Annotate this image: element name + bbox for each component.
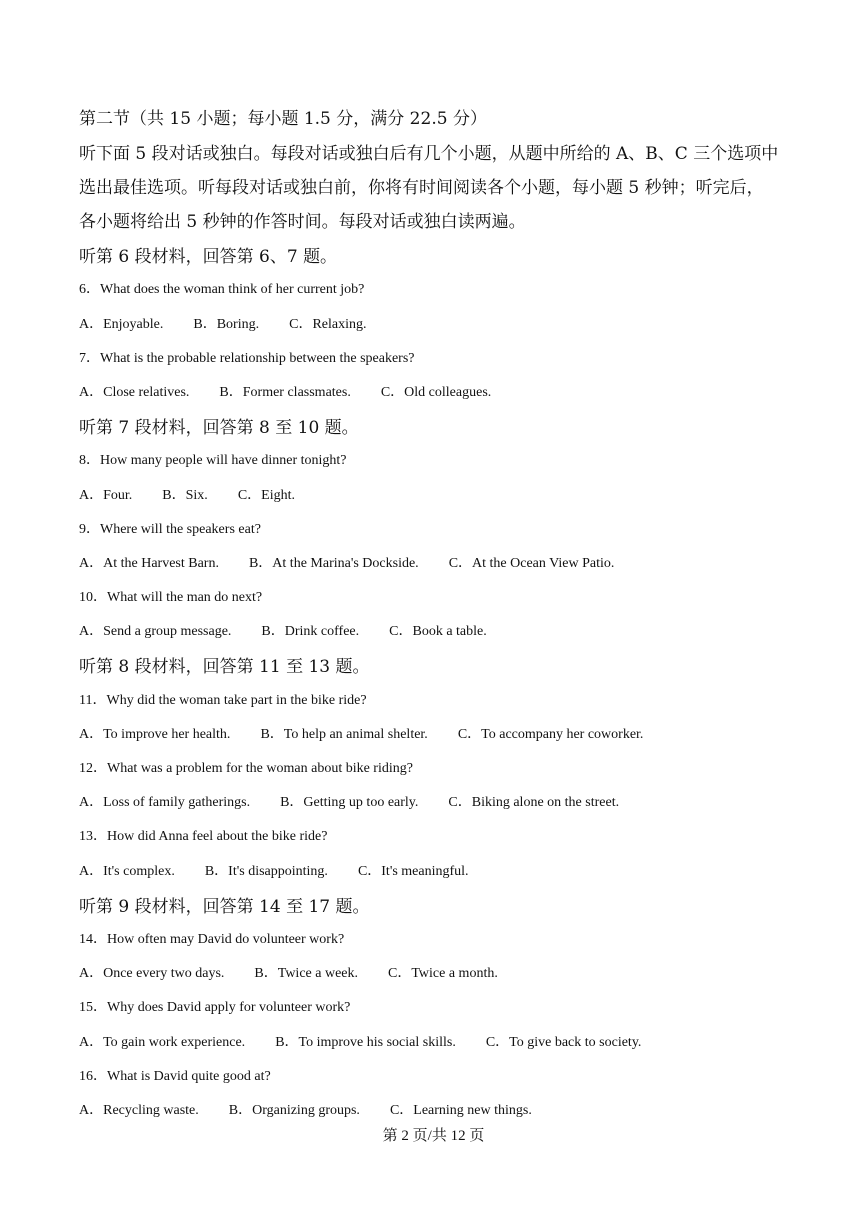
options-row (79, 313, 397, 333)
options-row (79, 860, 499, 880)
options-row (79, 484, 325, 504)
option-c: C．It's meaningful. (357, 864, 469, 879)
block-header: 听第 7 段材料，回答第 8 至 10 题。 (79, 418, 359, 438)
option-a: A．Four. (79, 488, 133, 503)
option-c: C．Twice a month. (388, 966, 498, 981)
option-b: B．Organizing groups. (228, 1103, 360, 1118)
option-b: B．Six. (162, 488, 208, 503)
option-a: A．It's complex. (79, 864, 175, 879)
option-b: B．Boring. (193, 317, 260, 332)
options-row (79, 552, 644, 572)
option-a: A．Close relatives. (79, 385, 190, 400)
option-a: A．Once every two days. (79, 966, 225, 981)
option-a: A．To improve her health. (79, 727, 231, 742)
option-a: A．Send a group message. (79, 624, 232, 639)
option-b: B．Drink coffee. (261, 624, 360, 639)
option-c: C．At the Ocean View Patio. (448, 556, 615, 571)
option-b: B．To help an animal shelter. (260, 727, 428, 742)
option-a: A．At the Harvest Barn. (79, 556, 219, 571)
option-c: C．Book a table. (389, 624, 487, 639)
option-a: A．Loss of family gatherings. (79, 795, 251, 810)
option-b: B．Former classmates. (219, 385, 351, 400)
block-header: 听第 9 段材料，回答第 14 至 17 题。 (79, 897, 370, 917)
option-b: B．Getting up too early. (280, 795, 419, 810)
page-footer: 第 2 页/共 12 页 (382, 1128, 485, 1144)
options-row (79, 381, 521, 401)
question-text: 7．What is the probable relationship between the speakers? (79, 351, 415, 366)
option-c: C．To give back to society. (485, 1035, 642, 1050)
block-header: 听第 6 段材料，回答第 6、7 题。 (79, 247, 338, 267)
option-b: B．At the Marina's Dockside. (248, 556, 419, 571)
option-b: B．Twice a week. (254, 966, 358, 981)
option-c: C．To accompany her coworker. (457, 727, 644, 742)
instruction-line: 各小题将给出 5 秒钟的作答时间。每段对话或独白读两遍。 (79, 212, 526, 232)
option-b: B．It's disappointing. (204, 864, 328, 879)
option-a: A．To gain work experience. (79, 1035, 246, 1050)
option-a: A．Enjoyable. (79, 317, 164, 332)
option-c: C．Relaxing. (289, 317, 367, 332)
question-text: 14．How often may David do volunteer work? (79, 932, 345, 947)
question-text: 8．How many people will have dinner tonight? (79, 453, 347, 468)
question-text: 6．What does the woman think of her current job? (79, 282, 365, 297)
options-row (79, 791, 649, 811)
options-row (79, 1031, 671, 1051)
question-text: 13．How did Anna feel about the bike ride? (79, 829, 328, 844)
options-row (79, 620, 517, 640)
option-c: C．Learning new things. (389, 1103, 532, 1118)
options-row (79, 962, 528, 982)
options-row (79, 1099, 562, 1119)
question-text: 9．Where will the speakers eat? (79, 522, 261, 537)
question-text: 12．What was a problem for the woman about bike riding? (79, 761, 413, 776)
question-text: 15．Why does David apply for volunteer work? (79, 1000, 351, 1015)
option-c: C．Old colleagues. (380, 385, 492, 400)
options-row (79, 723, 673, 743)
block-header: 听第 8 段材料，回答第 11 至 13 题。 (79, 657, 370, 677)
question-text: 11．Why did the woman take part in the bike ride? (79, 693, 367, 708)
section-title: 第二节（共 15 小题；每小题 1.5 分，满分 22.5 分） (79, 109, 487, 129)
option-b: B．To improve his social skills. (275, 1035, 456, 1050)
question-text: 10．What will the man do next? (79, 590, 263, 605)
option-c: C．Biking alone on the street. (448, 795, 620, 810)
instruction-line: 选出最佳选项。听每段对话或独白前，你将有时间阅读各个小题，每小题 5 秒钟；听完后， (79, 178, 764, 198)
option-a: A．Recycling waste. (79, 1103, 199, 1118)
option-c: C．Eight. (237, 488, 295, 503)
question-text: 16．What is David quite good at? (79, 1069, 271, 1084)
instruction-line: 听下面 5 段对话或独白。每段对话或独白后有几个小题，从题中所给的 A、B、C 三个选项中 (79, 144, 779, 164)
